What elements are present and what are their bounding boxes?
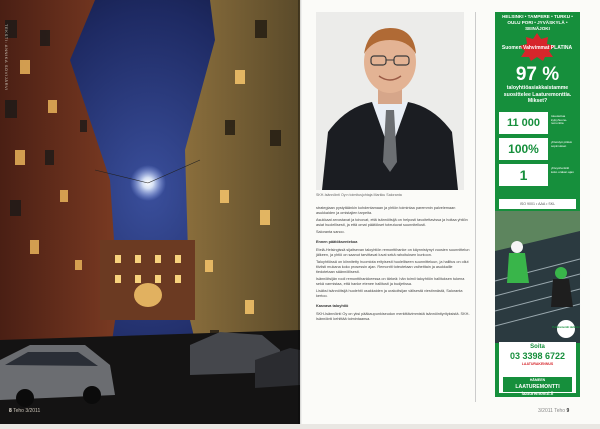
stat-text: toteutettua kylpyhuone-remonttia [551,114,568,126]
stat-number: 1 [499,164,548,186]
stat-text: yhteyshenkilö koko urakan ajan [551,166,574,174]
photo-credit-label: TEKSTI: ANNIKA SOVIJÄRVI [4,24,9,92]
ad-percent-text: taloyhtiöasiakkaistamme suosittelee Laaturemonttia. Mikset? [503,85,572,105]
badge-text: Suomen Vahvimmat PLATINA [501,45,573,51]
archway-light [134,283,162,307]
paragraph: Isännöitsijän rooli remonttihankkeessa on tärkeä: hän toimii taloyhtiön hallituksen tukena sekä varmistaa, että hanke etenee hallitusti ja budjetissa. [316,277,465,287]
stat-number: 11 000 [499,112,548,134]
ad-percent: 97 % [515,64,560,85]
stat-box [499,112,576,134]
paragraph: strategiaan pystytäänkin kohdentamaan ja yhtiön toimintaa paremmin palvelemaan asukkaiden ja omistajien tarpeita. [316,206,456,216]
platina-badge-icon [501,32,573,62]
left-page-number: 8 [9,408,12,414]
cta-phone[interactable]: 03 3398 6722 [509,351,566,361]
brand-name: LAATUREMONTTI [515,383,560,390]
left-mag-name: Teho [13,408,24,414]
subheading: Ennen päätöksentekoa [316,240,358,245]
brand-block [503,377,572,396]
portrait-photo [316,12,464,190]
article-body [316,206,470,324]
sticker-text: Putkiremontti Helsinki [552,326,580,329]
ad-cities: HELSINKI • TAMPERE • TURKU • OULU PORI • JYVÄSKYLÄ • SEINÄJOKI [502,14,573,31]
left-page-photo [0,0,300,424]
spread-fold [298,0,302,424]
right-issue: 3/2011 [538,408,553,414]
paragraph: SKH-Isännöinti Oy on yksi pääkaupunkiseudun merkittävimmistä isännöintiyrityksistä. SKH-Isännöinti kehittää toimintaansa. [316,311,470,321]
worker-helmet [511,241,523,253]
brand-url[interactable]: laaturemontti.fi [521,390,554,396]
left-folio [9,408,40,414]
column-rule [475,12,476,402]
stat-number: 100% [499,138,548,160]
ad-worker-photo [495,211,580,343]
certification-logos [499,199,576,209]
right-page-number: 9 [566,408,570,414]
laaturemontti-ad[interactable] [495,12,580,397]
putkiremontti-sticker [557,320,575,338]
right-folio [538,408,569,414]
left-issue: 3/2011 [25,408,41,414]
subheading: Kasvava taloyhtiö [316,304,349,309]
brand-region: HÄMEEN [529,378,546,382]
right-mag-name: Teho [554,408,566,414]
paragraph: Asukkaat arvostavat ja toivovat, että isännöitsijä on helposti tavoitettavissa ja hoitaa yhtiön asiat huolellisesti, ja että omat päätökset toteutuvat suunnitellusti. [316,218,468,228]
stat-box [499,138,576,160]
ad-call-to-action[interactable] [499,342,576,396]
street-photo [0,0,300,424]
brand-top: LAATURAKENNUS [521,362,554,366]
cta-soita: Soita [530,344,545,350]
paragraph: Taloyhtiössä on kiinnitetty huomiota erityisesti huolelliseen suunnitteluun, ja hallitus on ollut tiiviisti mukana koko prosessin ajan. Remontti toteutetaan vaiheittain ja asukkaille tiedotetaan säännöllisesti. [316,259,469,274]
paragraph: Lisäksi isännöitsijä huolehtii osakkaiden ja urakoitsijan välisestä viestinnästä, Saloranta kertoo. [316,289,463,299]
paragraph: Etelä-Helsingissä sijaitsevan taloyhtiön remonttihanke on käynnistynyt vuosien suunnittelun jälkeen, ja yhtiö on saanut tarvittavat luvat sekä rahoituksen kuntoon. [316,247,470,257]
paragraph: Saloranta sanoo. [316,230,345,235]
logos-text: ISO 9001 • AAA • SKL [519,202,556,206]
portrait-caption: SKH-Isännöinti Oy:n toimitusjohtaja Markku Saloranta [316,193,402,197]
stat-text: yhteistyö pitävä sopimukset [551,140,572,148]
stat-box [499,164,576,186]
